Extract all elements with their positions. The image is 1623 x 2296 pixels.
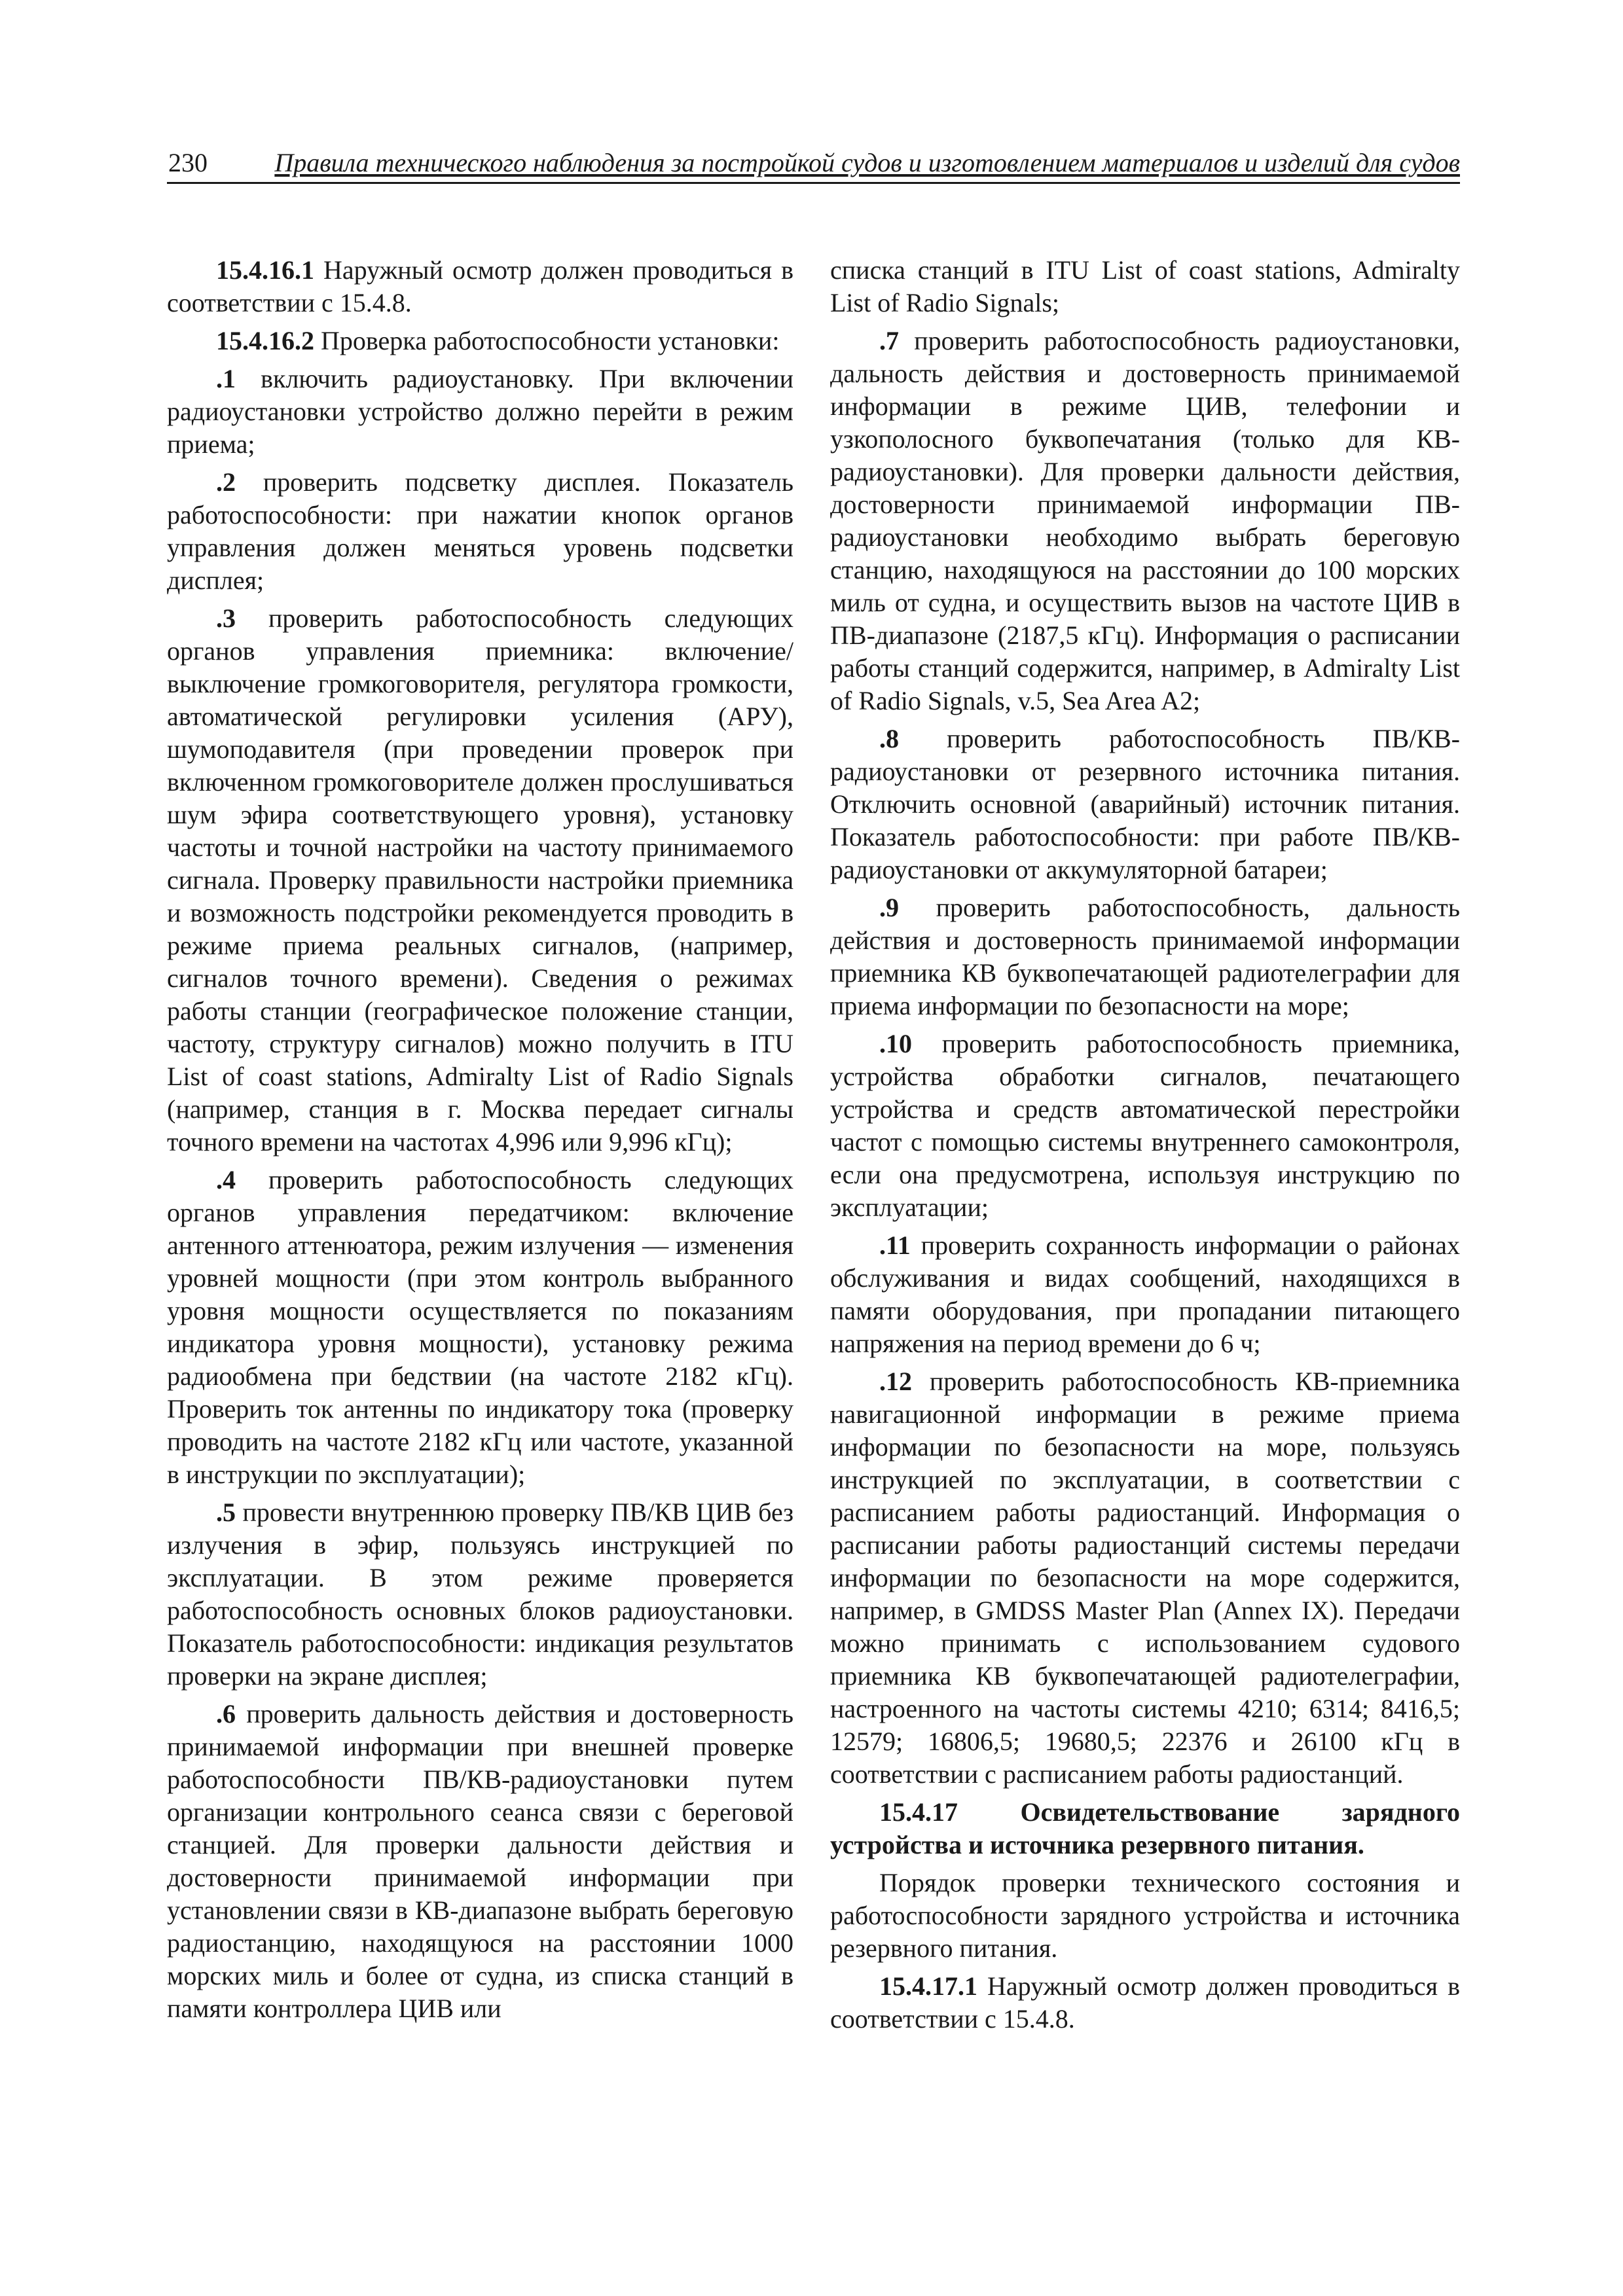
clause-number: .9 [879,893,899,922]
clause-number: .10 [879,1029,912,1058]
paragraph [830,891,1460,1022]
paragraph-text: проверить работоспособность следующих органов управления приемника: включение/выключение громкоговорителя, регулятора громкости, автоматической регулировки усиления (АРУ), шумоподавителя (при проведении проверок при включенном громкоговорителе должен прослушиваться шум эфира соответствующего уровня), установку частоты и точной настройки на частоту принимаемого сигнала. Проверку правильности настройки приемника и возможность подстройки рекомендуется проводить в режиме приема реальных сигналов, (например, сигналов точного времени). Сведения о режимах работы станции (географическое положение станции, частоту, структуру сигналов) можно получить в ITU List of coast stations, Admiralty List of Radio Signals (например, станция в г. Москва передает сигналы точного времени на частотах 4,996 или 9,996 кГц); [167,603,793,1157]
paragraph-text: провести внутреннюю проверку ПВ/КВ ЦИВ без излучения в эфир, пользуясь инструкцией по эксплуатации. В этом режиме проверяется работоспособность основных блоков радиоустановки. Показатель работоспособности: индикация результатов проверки на экране дисплея; [167,1498,793,1691]
clause-number: 15.4.16.2 [216,326,314,355]
paragraph-text: проверить работоспособность ПВ/КВ-радиоустановки от резервного источника питания. Отключить основной (аварийный) источник питания. Показатель работоспособности: при работе ПВ/КВ-радиоустановки от аккумуляторной батареи; [830,724,1460,884]
paragraph-text: проверить подсветку дисплея. Показатель работоспособности: при нажатии кнопок органов управления должен меняться уровень подсветки дисплея; [167,467,793,595]
clause-number: .7 [879,326,899,355]
page-header [167,143,1460,184]
page-number: 230 [168,148,208,177]
paragraph-text: Наружный осмотр должен проводиться в соответствии с 15.4.8. [167,255,793,317]
clause-number: .2 [216,467,236,497]
paragraph [167,1698,793,2025]
section-heading: Освидетельствование зарядного устройства и источника резервного питания. [830,1797,1460,1859]
paragraph-text: Порядок проверки технического состояния и работоспособности зарядного устройства и источника резервного питания. [830,1868,1460,1963]
paragraph-text: Проверка работоспособности установки: [314,326,780,355]
paragraph-text: проверить дальность действия и достоверность принимаемой информации при внешней проверке работоспособности ПВ/КВ-радиоустановки путем организации контрольного сеанса связи с береговой станцией. Для проверки дальности действия и достоверности принимаемой информации при установлении связи в КВ-диапазоне выбрать береговую радиостанцию, находящуюся на расстоянии 1000 морских миль и более от судна, из списка станций в памяти контроллера ЦИВ или [167,1699,793,2023]
paragraph [830,1796,1460,1861]
paragraph-text: включить радиоустановку. При включении радиоустановки устройство должно перейти в режим приема; [167,364,793,459]
clause-number: .12 [879,1367,912,1396]
paragraph [830,325,1460,717]
paragraph [167,1496,793,1693]
clause-number: .8 [879,724,899,753]
paragraph [830,254,1460,319]
clause-number: .1 [216,364,236,393]
clause-number: 15.4.17.1 [879,1971,977,2001]
paragraph-text: проверить работоспособность радиоустановки, дальность действия и достоверность принимаемой информации в режиме ЦИВ, телефонии и узкополосного буквопечатания (только для КВ-радиоустановки). Для проверки дальности действия, достоверности принимаемой информации ПВ-радиоустановки необходимо выбрать береговую станцию, находящуюся на расстоянии до 100 морских миль от судна, и осуществить вызов на частоте ЦИВ в ПВ-диапазоне (2187,5 кГц). Информация о расписании работы станций содержится, например, в Admiralty List of Radio Signals, v.5, Sea Area A2; [830,326,1460,715]
paragraph [167,325,793,357]
left-column [167,254,793,2030]
paragraph [830,1028,1460,1224]
running-title: Правила технического наблюдения за постройкой судов и изготовлением материалов и изделий для судов [274,148,1460,177]
paragraph [167,466,793,597]
clause-number: .6 [216,1699,236,1729]
paragraph [167,363,793,461]
paragraph [167,254,793,319]
clause-number: 15.4.17 [879,1797,958,1827]
paragraph [830,723,1460,886]
paragraph-text: проверить работоспособность, дальность действия и достоверность принимаемой информации приемника КВ буквопечатающей радиотелеграфии для приема информации по безопасности на море; [830,893,1460,1020]
clause-number: .5 [216,1498,236,1527]
paragraph-text: списка станций в ITU List of coast stations, Admiralty List of Radio Signals; [830,255,1460,317]
paragraph-text: проверить сохранность информации о районах обслуживания и видах сообщений, находящихся в памяти оборудования, при пропадании питающего напряжения на период времени до 6 ч; [830,1230,1460,1358]
right-column [830,254,1460,2041]
paragraph-text: Наружный осмотр должен проводиться в соответствии с 15.4.8. [830,1971,1460,2034]
paragraph [167,1164,793,1491]
paragraph-text: проверить работоспособность КВ-приемника навигационной информации в режиме приема информации по безопасности на море, пользуясь инструкцией по эксплуатации, в соответствии с расписанием работы радиостанций. Информация о расписании работы радиостанций системы передачи информации по безопасности на море содержится, например, в GMDSS Master Plan (Annex IX). Передачи можно принимать с использованием судового приемника КВ буквопечатающей радиотелеграфии, настроенного на частоты системы 4210; 6314; 8416,5; 12579; 16806,5; 19680,5; 22376 и 26100 кГц в соответствии с расписанием работы радиостанций. [830,1367,1460,1789]
paragraph [830,1970,1460,2036]
paragraph [830,1867,1460,1965]
clause-number: .3 [216,603,236,633]
paragraph [830,1229,1460,1360]
clause-number: .4 [216,1165,236,1194]
paragraph-text: проверить работоспособность приемника, устройства обработки сигналов, печатающего устройства и средств автоматической перестройки частот с помощью системы внутреннего самоконтроля, если она предусмотрена, используя инструкцию по эксплуатации; [830,1029,1460,1222]
clause-number: .11 [879,1230,911,1260]
paragraph [167,602,793,1158]
paragraph [830,1365,1460,1791]
paragraph-text: проверить работоспособность следующих органов управления передатчиком: включение антенного аттенюатора, режим излучения — изменения уровней мощности (при этом контроль выбранного уровня мощности осуществляется по показаниям индикатора уровня мощности), установку режима радиообмена при бедствии (на частоте 2182 кГц). Проверить ток антенны по индикатору тока (проверку проводить на частоте 2182 кГц или частоте, указанной в инструкции по эксплуатации); [167,1165,793,1489]
clause-number: 15.4.16.1 [216,255,314,285]
